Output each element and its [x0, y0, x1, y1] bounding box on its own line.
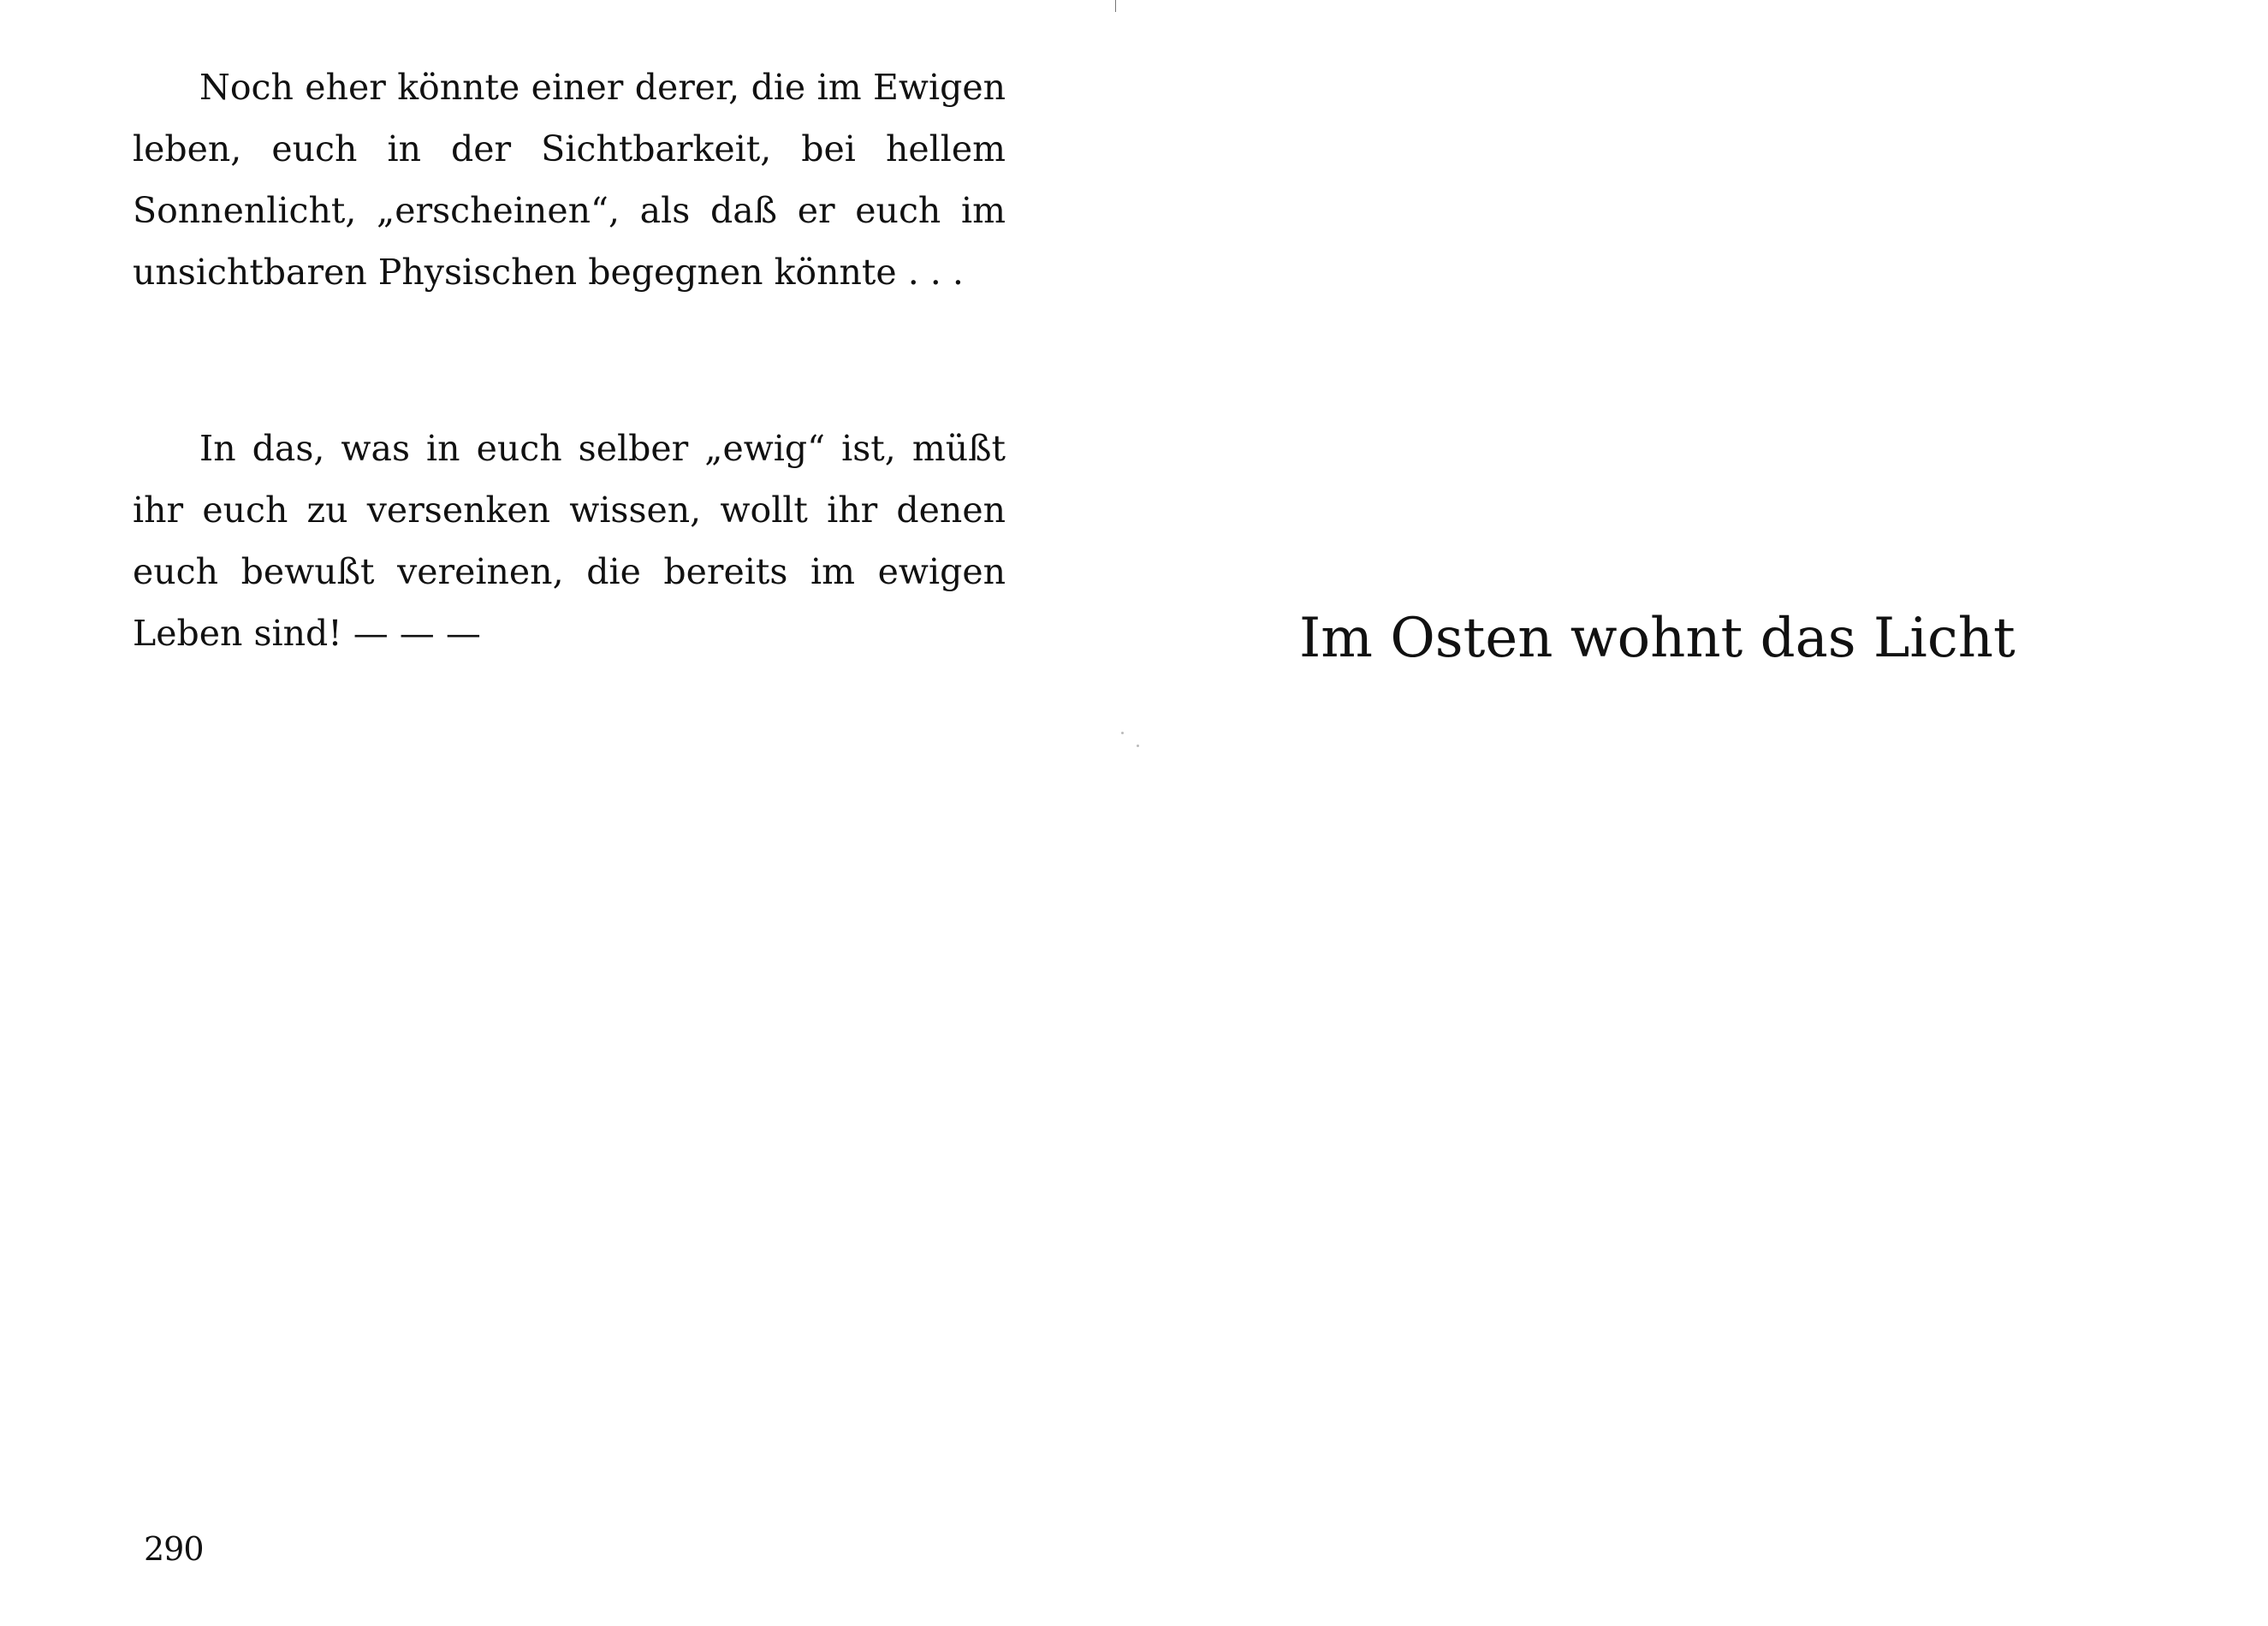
paragraph-1-text: Noch eher könnte einer derer, die im Ewigen leben, euch in der Sichtbarkeit, bei hellem Sonnenlicht, „erscheinen“, als daß er euch im unsichtbaren Physischen begegnen könnte . . . — [133, 67, 1006, 293]
scan-speck — [1121, 732, 1124, 734]
paragraph-1 — [133, 56, 1006, 303]
right-page — [1113, 0, 2268, 1626]
paragraph-2 — [133, 418, 1006, 664]
chapter-title: Im Osten wohnt das Licht — [1299, 607, 2016, 670]
paragraph-2-text: In das, was in euch selber „ewig“ ist, müßt ihr euch zu versenken wissen, wollt ihr denen euch bewußt vereinen, die bereits im ewigen Leben sind! — — — — [133, 428, 1006, 654]
scan-speck — [1137, 745, 1139, 747]
page-number: 290 — [144, 1530, 204, 1568]
left-page — [0, 0, 1113, 1626]
